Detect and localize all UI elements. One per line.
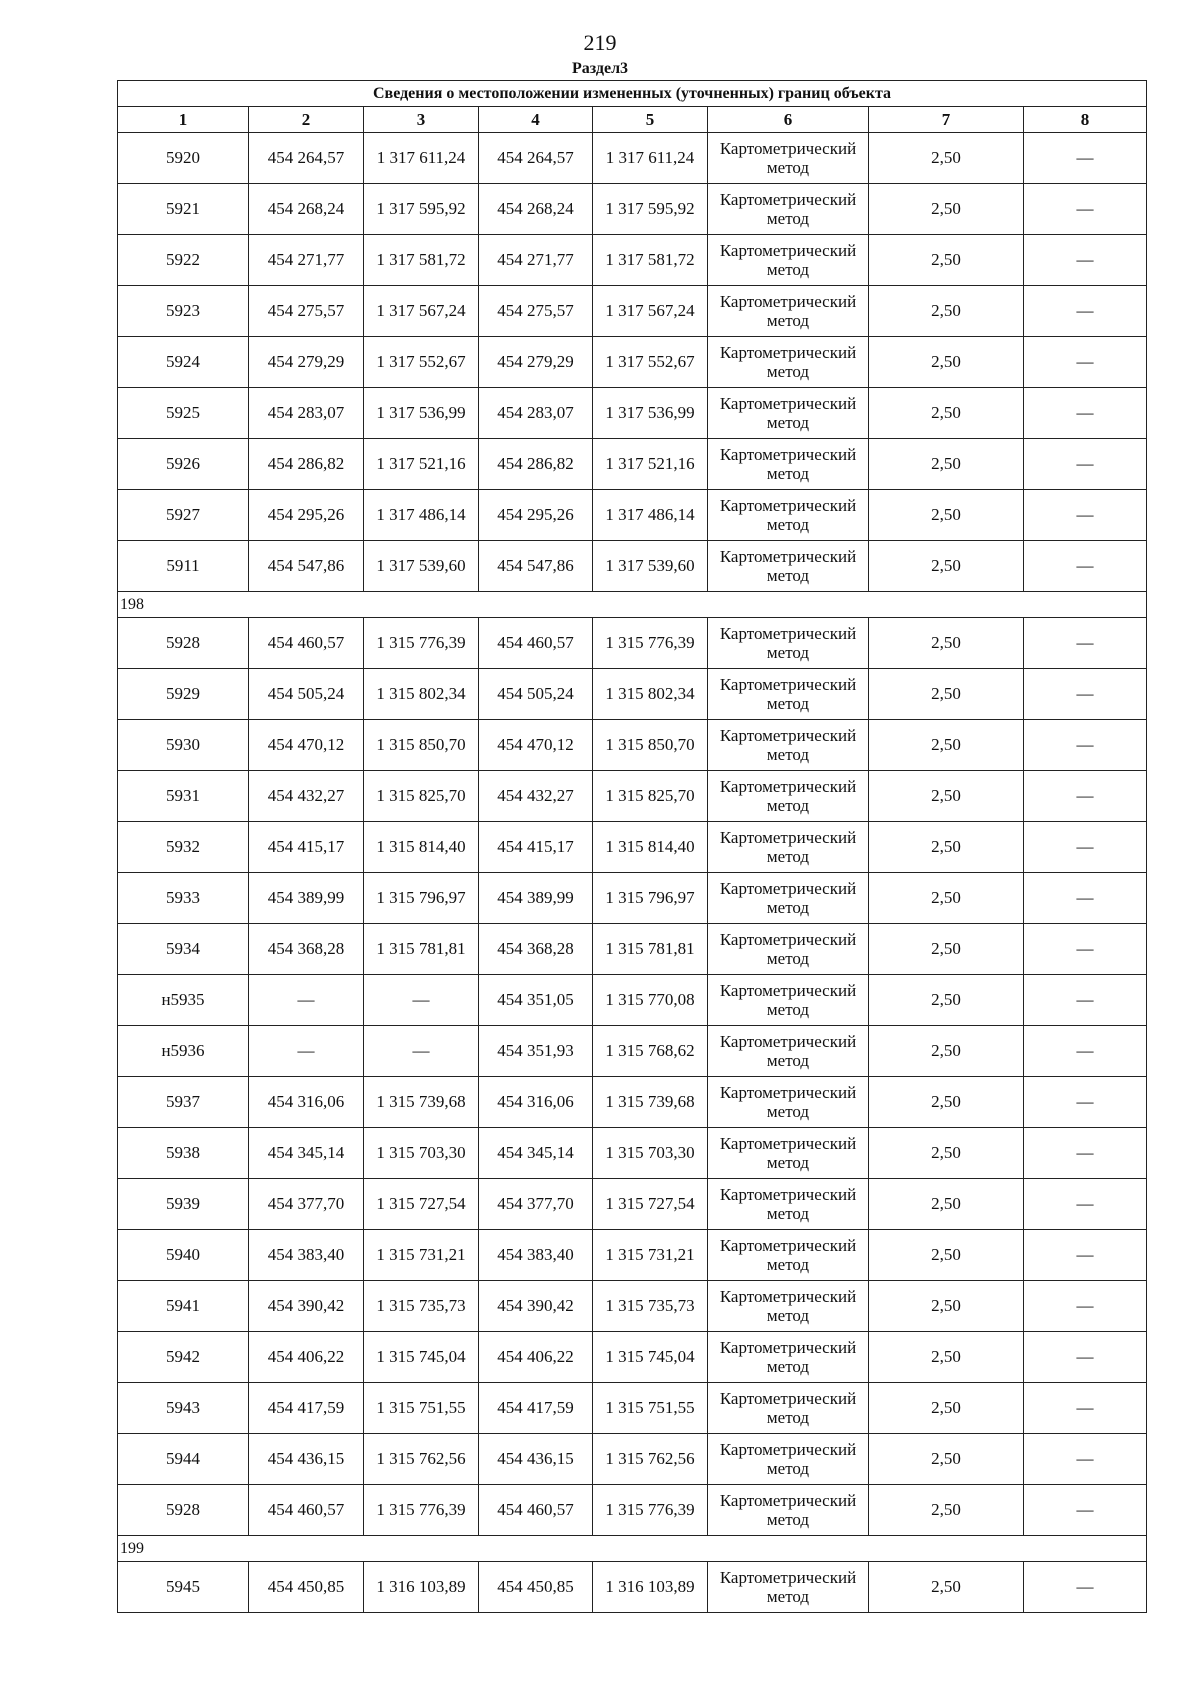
table-cell: 5924 [118, 337, 249, 388]
table-row [118, 184, 1147, 235]
table-cell: 2,50 [869, 1383, 1024, 1434]
table-cell: 5927 [118, 490, 249, 541]
table-cell: 1 315 751,55 [593, 1383, 708, 1434]
table-row [118, 541, 1147, 592]
table-cell: 1 315 727,54 [364, 1179, 479, 1230]
table-cell: — [1024, 1230, 1147, 1281]
table-cell: Картометрический метод [708, 720, 869, 771]
table-cell: 1 315 776,39 [593, 618, 708, 669]
table-cell: Картометрический метод [708, 1562, 869, 1613]
table-cell: н5936 [118, 1026, 249, 1077]
table-cell: 454 368,28 [249, 924, 364, 975]
table-row [118, 771, 1147, 822]
table-cell: Картометрический метод [708, 1230, 869, 1281]
table-cell: 1 315 731,21 [593, 1230, 708, 1281]
table-cell: — [1024, 1281, 1147, 1332]
table-cell: 5944 [118, 1434, 249, 1485]
table-cell: 1 315 751,55 [364, 1383, 479, 1434]
parcel-number-row [118, 1536, 1147, 1562]
table-cell: 1 315 735,73 [364, 1281, 479, 1332]
table-cell: 5942 [118, 1332, 249, 1383]
parcel-number-row [118, 592, 1147, 618]
table-cell: 1 315 814,40 [593, 822, 708, 873]
table-cell: 2,50 [869, 1077, 1024, 1128]
table-cell: 1 316 103,89 [364, 1562, 479, 1613]
table-cell: — [1024, 822, 1147, 873]
table-cell: Картометрический метод [708, 133, 869, 184]
table-cell: 1 315 776,39 [364, 618, 479, 669]
section-label: Раздел3 [571, 60, 629, 77]
table-cell: 1 315 770,08 [593, 975, 708, 1026]
table-row [118, 439, 1147, 490]
table-cell: Картометрический метод [708, 618, 869, 669]
table-cell: 1 315 776,39 [593, 1485, 708, 1536]
table-cell: — [1024, 286, 1147, 337]
table-cell: 5940 [118, 1230, 249, 1281]
table-cell: н5935 [118, 975, 249, 1026]
table-cell: 5931 [118, 771, 249, 822]
table-cell: 454 286,82 [479, 439, 593, 490]
table-cell: 2,50 [869, 1128, 1024, 1179]
table-cell: — [1024, 669, 1147, 720]
table-cell: 2,50 [869, 720, 1024, 771]
table-cell: 1 315 739,68 [593, 1077, 708, 1128]
table-cell: — [1024, 184, 1147, 235]
table-cell: 1 317 581,72 [593, 235, 708, 286]
table-row [118, 337, 1147, 388]
table-cell: — [249, 1026, 364, 1077]
table-cell: 454 351,93 [479, 1026, 593, 1077]
table-cell: 1 315 825,70 [593, 771, 708, 822]
table-cell: 2,50 [869, 924, 1024, 975]
table-cell: 2,50 [869, 184, 1024, 235]
table-cell: — [1024, 771, 1147, 822]
table-cell: — [364, 1026, 479, 1077]
table-cell: 454 368,28 [479, 924, 593, 975]
table-cell: 2,50 [869, 133, 1024, 184]
table-cell: — [1024, 490, 1147, 541]
table-cell: — [1024, 337, 1147, 388]
table-cell: — [1024, 1128, 1147, 1179]
table-cell: 1 315 745,04 [364, 1332, 479, 1383]
table-cell: 1 315 814,40 [364, 822, 479, 873]
table-cell: 454 295,26 [479, 490, 593, 541]
table-cell: 5932 [118, 822, 249, 873]
table-cell: 5933 [118, 873, 249, 924]
table-cell: 2,50 [869, 1332, 1024, 1383]
table-cell: 1 317 536,99 [593, 388, 708, 439]
table-cell: 2,50 [869, 541, 1024, 592]
table-cell: 2,50 [869, 337, 1024, 388]
table-cell: 454 268,24 [479, 184, 593, 235]
table-cell: 2,50 [869, 1485, 1024, 1536]
table-cell: — [364, 975, 479, 1026]
table-row [118, 1485, 1147, 1536]
table-cell: 454 264,57 [249, 133, 364, 184]
table-cell: 1 315 802,34 [593, 669, 708, 720]
table-caption: Сведения о местоположении измененных (уточненных) границ объекта [118, 81, 1147, 107]
table-cell: — [1024, 618, 1147, 669]
table-row [118, 1562, 1147, 1613]
table-cell: Картометрический метод [708, 873, 869, 924]
table-cell: 454 264,57 [479, 133, 593, 184]
table-cell: 1 317 539,60 [364, 541, 479, 592]
table-cell: 5928 [118, 1485, 249, 1536]
table-cell: 1 315 735,73 [593, 1281, 708, 1332]
table-cell: Картометрический метод [708, 1077, 869, 1128]
table-cell: 5926 [118, 439, 249, 490]
table-cell: 454 271,77 [249, 235, 364, 286]
table-cell: 1 315 762,56 [364, 1434, 479, 1485]
table-cell: 454 377,70 [479, 1179, 593, 1230]
table-cell: Картометрический метод [708, 490, 869, 541]
table-cell: 454 389,99 [249, 873, 364, 924]
table-cell: Картометрический метод [708, 1485, 869, 1536]
table-row [118, 1179, 1147, 1230]
table-cell: 454 450,85 [479, 1562, 593, 1613]
table-cell: 1 315 768,62 [593, 1026, 708, 1077]
table-cell: 2,50 [869, 388, 1024, 439]
table-cell: Картометрический метод [708, 184, 869, 235]
table-cell: Картометрический метод [708, 1179, 869, 1230]
table-cell: 2,50 [869, 1281, 1024, 1332]
table-row [118, 720, 1147, 771]
table-cell: 1 315 825,70 [364, 771, 479, 822]
table-body [118, 133, 1147, 1613]
table-cell: 1 315 731,21 [364, 1230, 479, 1281]
table-cell: Картометрический метод [708, 1383, 869, 1434]
parcel-number: 198 [118, 592, 1147, 618]
table-cell: Картометрический метод [708, 1026, 869, 1077]
table-cell: 1 315 781,81 [593, 924, 708, 975]
table-cell: 5911 [118, 541, 249, 592]
table-cell: Картометрический метод [708, 669, 869, 720]
table-cell: 1 315 850,70 [593, 720, 708, 771]
table-cell: 454 547,86 [479, 541, 593, 592]
table-row [118, 388, 1147, 439]
table-cell: 1 317 536,99 [364, 388, 479, 439]
table-cell: 2,50 [869, 1230, 1024, 1281]
table-cell: 454 432,27 [249, 771, 364, 822]
table-cell: 5941 [118, 1281, 249, 1332]
table-cell: 1 315 850,70 [364, 720, 479, 771]
table-row [118, 1128, 1147, 1179]
table-cell: Картометрический метод [708, 337, 869, 388]
table-cell: — [1024, 1026, 1147, 1077]
table-cell: 1 315 796,97 [593, 873, 708, 924]
table-cell: 454 283,07 [479, 388, 593, 439]
table-cell: 5934 [118, 924, 249, 975]
table-cell: — [1024, 1077, 1147, 1128]
table-cell: 1 317 486,14 [593, 490, 708, 541]
table-cell: — [1024, 1383, 1147, 1434]
table-cell: 1 317 552,67 [593, 337, 708, 388]
table-cell: 2,50 [869, 286, 1024, 337]
table-cell: — [1024, 388, 1147, 439]
table-cell: Картометрический метод [708, 924, 869, 975]
table-row [118, 1230, 1147, 1281]
table-cell: 454 295,26 [249, 490, 364, 541]
table-cell: 2,50 [869, 235, 1024, 286]
table-cell: 5923 [118, 286, 249, 337]
table-cell: Картометрический метод [708, 439, 869, 490]
column-header: 3 [364, 107, 479, 133]
table-cell: Картометрический метод [708, 1434, 869, 1485]
table-cell: 454 470,12 [249, 720, 364, 771]
table-cell: 2,50 [869, 1179, 1024, 1230]
table-cell: 1 317 581,72 [364, 235, 479, 286]
table-cell: 454 436,15 [479, 1434, 593, 1485]
parcel-number: 199 [118, 1536, 1147, 1562]
table-cell: 1 315 781,81 [364, 924, 479, 975]
table-cell: 2,50 [869, 771, 1024, 822]
table-cell: 454 316,06 [249, 1077, 364, 1128]
column-header: 6 [708, 107, 869, 133]
table-cell: 1 317 611,24 [593, 133, 708, 184]
table-row [118, 133, 1147, 184]
table-cell: 5939 [118, 1179, 249, 1230]
table-cell: 454 345,14 [479, 1128, 593, 1179]
table-cell: 454 351,05 [479, 975, 593, 1026]
table-cell: — [1024, 1179, 1147, 1230]
table-cell: 454 415,17 [479, 822, 593, 873]
table-cell: 454 390,42 [249, 1281, 364, 1332]
table-cell: — [1024, 1485, 1147, 1536]
table-cell: 454 279,29 [249, 337, 364, 388]
table-cell: Картометрический метод [708, 541, 869, 592]
table-cell: 5928 [118, 618, 249, 669]
table-cell: Картометрический метод [708, 1281, 869, 1332]
table-cell: Картометрический метод [708, 1128, 869, 1179]
table-cell: 5920 [118, 133, 249, 184]
table-cell: 454 283,07 [249, 388, 364, 439]
table-cell: 1 317 486,14 [364, 490, 479, 541]
table-cell: 454 279,29 [479, 337, 593, 388]
table-cell: 2,50 [869, 439, 1024, 490]
table-cell: 2,50 [869, 669, 1024, 720]
table-row [118, 1434, 1147, 1485]
table-cell: 1 315 796,97 [364, 873, 479, 924]
table-cell: 454 432,27 [479, 771, 593, 822]
table-cell: 454 450,85 [249, 1562, 364, 1613]
table-cell: 454 417,59 [479, 1383, 593, 1434]
table-cell: 454 345,14 [249, 1128, 364, 1179]
table-cell: 2,50 [869, 975, 1024, 1026]
table-cell: 454 547,86 [249, 541, 364, 592]
table-row [118, 235, 1147, 286]
table-cell: 1 315 727,54 [593, 1179, 708, 1230]
table-cell: 454 415,17 [249, 822, 364, 873]
table-cell: 454 286,82 [249, 439, 364, 490]
table-cell: 5938 [118, 1128, 249, 1179]
column-header-row [118, 107, 1147, 133]
table-cell: 454 383,40 [249, 1230, 364, 1281]
table-cell: 454 275,57 [249, 286, 364, 337]
table-cell: 454 275,57 [479, 286, 593, 337]
table-cell: 1 317 567,24 [364, 286, 479, 337]
table-row [118, 924, 1147, 975]
column-header: 7 [869, 107, 1024, 133]
table-cell: 5945 [118, 1562, 249, 1613]
table-cell: 1 316 103,89 [593, 1562, 708, 1613]
table-row [118, 1281, 1147, 1332]
table-cell: 2,50 [869, 490, 1024, 541]
table-cell: Картометрический метод [708, 235, 869, 286]
table-cell: 1 315 776,39 [364, 1485, 479, 1536]
table-cell: 2,50 [869, 873, 1024, 924]
table-row [118, 975, 1147, 1026]
table-cell: — [1024, 1332, 1147, 1383]
table-cell: 1 317 539,60 [593, 541, 708, 592]
table-cell: Картометрический метод [708, 286, 869, 337]
table-cell: 2,50 [869, 1026, 1024, 1077]
table-cell: 2,50 [869, 1562, 1024, 1613]
table-cell: 5929 [118, 669, 249, 720]
table-cell: Картометрический метод [708, 388, 869, 439]
table-cell: 454 377,70 [249, 1179, 364, 1230]
table-cell: 5930 [118, 720, 249, 771]
table-cell: 1 317 595,92 [593, 184, 708, 235]
table-cell: — [1024, 720, 1147, 771]
table-cell: — [249, 975, 364, 1026]
table-cell: 1 317 521,16 [593, 439, 708, 490]
table-row [118, 873, 1147, 924]
table-cell: Картометрический метод [708, 975, 869, 1026]
table-cell: 1 315 762,56 [593, 1434, 708, 1485]
table-row [118, 822, 1147, 873]
table-cell: 454 406,22 [249, 1332, 364, 1383]
table-cell: — [1024, 873, 1147, 924]
column-header: 5 [593, 107, 708, 133]
column-header: 8 [1024, 107, 1147, 133]
table-cell: — [1024, 1434, 1147, 1485]
table-cell: 454 470,12 [479, 720, 593, 771]
page-number: 219 [583, 30, 617, 55]
table-cell: 454 460,57 [249, 618, 364, 669]
table-cell: 454 268,24 [249, 184, 364, 235]
table-cell: 1 317 552,67 [364, 337, 479, 388]
table-cell: 454 389,99 [479, 873, 593, 924]
table-cell: 454 417,59 [249, 1383, 364, 1434]
table-cell: 5943 [118, 1383, 249, 1434]
table-cell: 454 316,06 [479, 1077, 593, 1128]
table-cell: 454 460,57 [479, 1485, 593, 1536]
table-cell: 454 460,57 [249, 1485, 364, 1536]
table-cell: 5921 [118, 184, 249, 235]
table-cell: 1 315 802,34 [364, 669, 479, 720]
table-row [118, 1077, 1147, 1128]
table-cell: Картометрический метод [708, 771, 869, 822]
table-row [118, 286, 1147, 337]
table-cell: — [1024, 1562, 1147, 1613]
table-cell: — [1024, 924, 1147, 975]
table-cell: 1 317 521,16 [364, 439, 479, 490]
table-cell: 454 406,22 [479, 1332, 593, 1383]
table-cell: 2,50 [869, 618, 1024, 669]
column-header: 1 [118, 107, 249, 133]
table-row [118, 669, 1147, 720]
table-cell: — [1024, 541, 1147, 592]
table-cell: 454 505,24 [249, 669, 364, 720]
column-header: 4 [479, 107, 593, 133]
column-header: 2 [249, 107, 364, 133]
table-cell: 1 315 703,30 [593, 1128, 708, 1179]
table-cell: — [1024, 439, 1147, 490]
table-cell: — [1024, 975, 1147, 1026]
table-cell: 1 315 745,04 [593, 1332, 708, 1383]
table-cell: 454 390,42 [479, 1281, 593, 1332]
table-cell: 5925 [118, 388, 249, 439]
table-cell: 2,50 [869, 822, 1024, 873]
table-row [118, 490, 1147, 541]
table-cell: 2,50 [869, 1434, 1024, 1485]
coordinates-table [117, 80, 1147, 1613]
table-cell: 454 436,15 [249, 1434, 364, 1485]
table-cell: 1 315 739,68 [364, 1077, 479, 1128]
table-cell: 454 383,40 [479, 1230, 593, 1281]
table-cell: 1 317 611,24 [364, 133, 479, 184]
table-cell: 1 315 703,30 [364, 1128, 479, 1179]
table-cell: Картометрический метод [708, 822, 869, 873]
table-cell: — [1024, 133, 1147, 184]
table-row [118, 1383, 1147, 1434]
table-row [118, 618, 1147, 669]
table-cell: 1 317 595,92 [364, 184, 479, 235]
table-row [118, 1332, 1147, 1383]
table-cell: — [1024, 235, 1147, 286]
table-cell: 454 271,77 [479, 235, 593, 286]
table-cell: 5937 [118, 1077, 249, 1128]
table-cell: 1 317 567,24 [593, 286, 708, 337]
table-cell: 454 505,24 [479, 669, 593, 720]
table-cell: Картометрический метод [708, 1332, 869, 1383]
table-cell: 454 460,57 [479, 618, 593, 669]
table-row [118, 1026, 1147, 1077]
table-cell: 5922 [118, 235, 249, 286]
